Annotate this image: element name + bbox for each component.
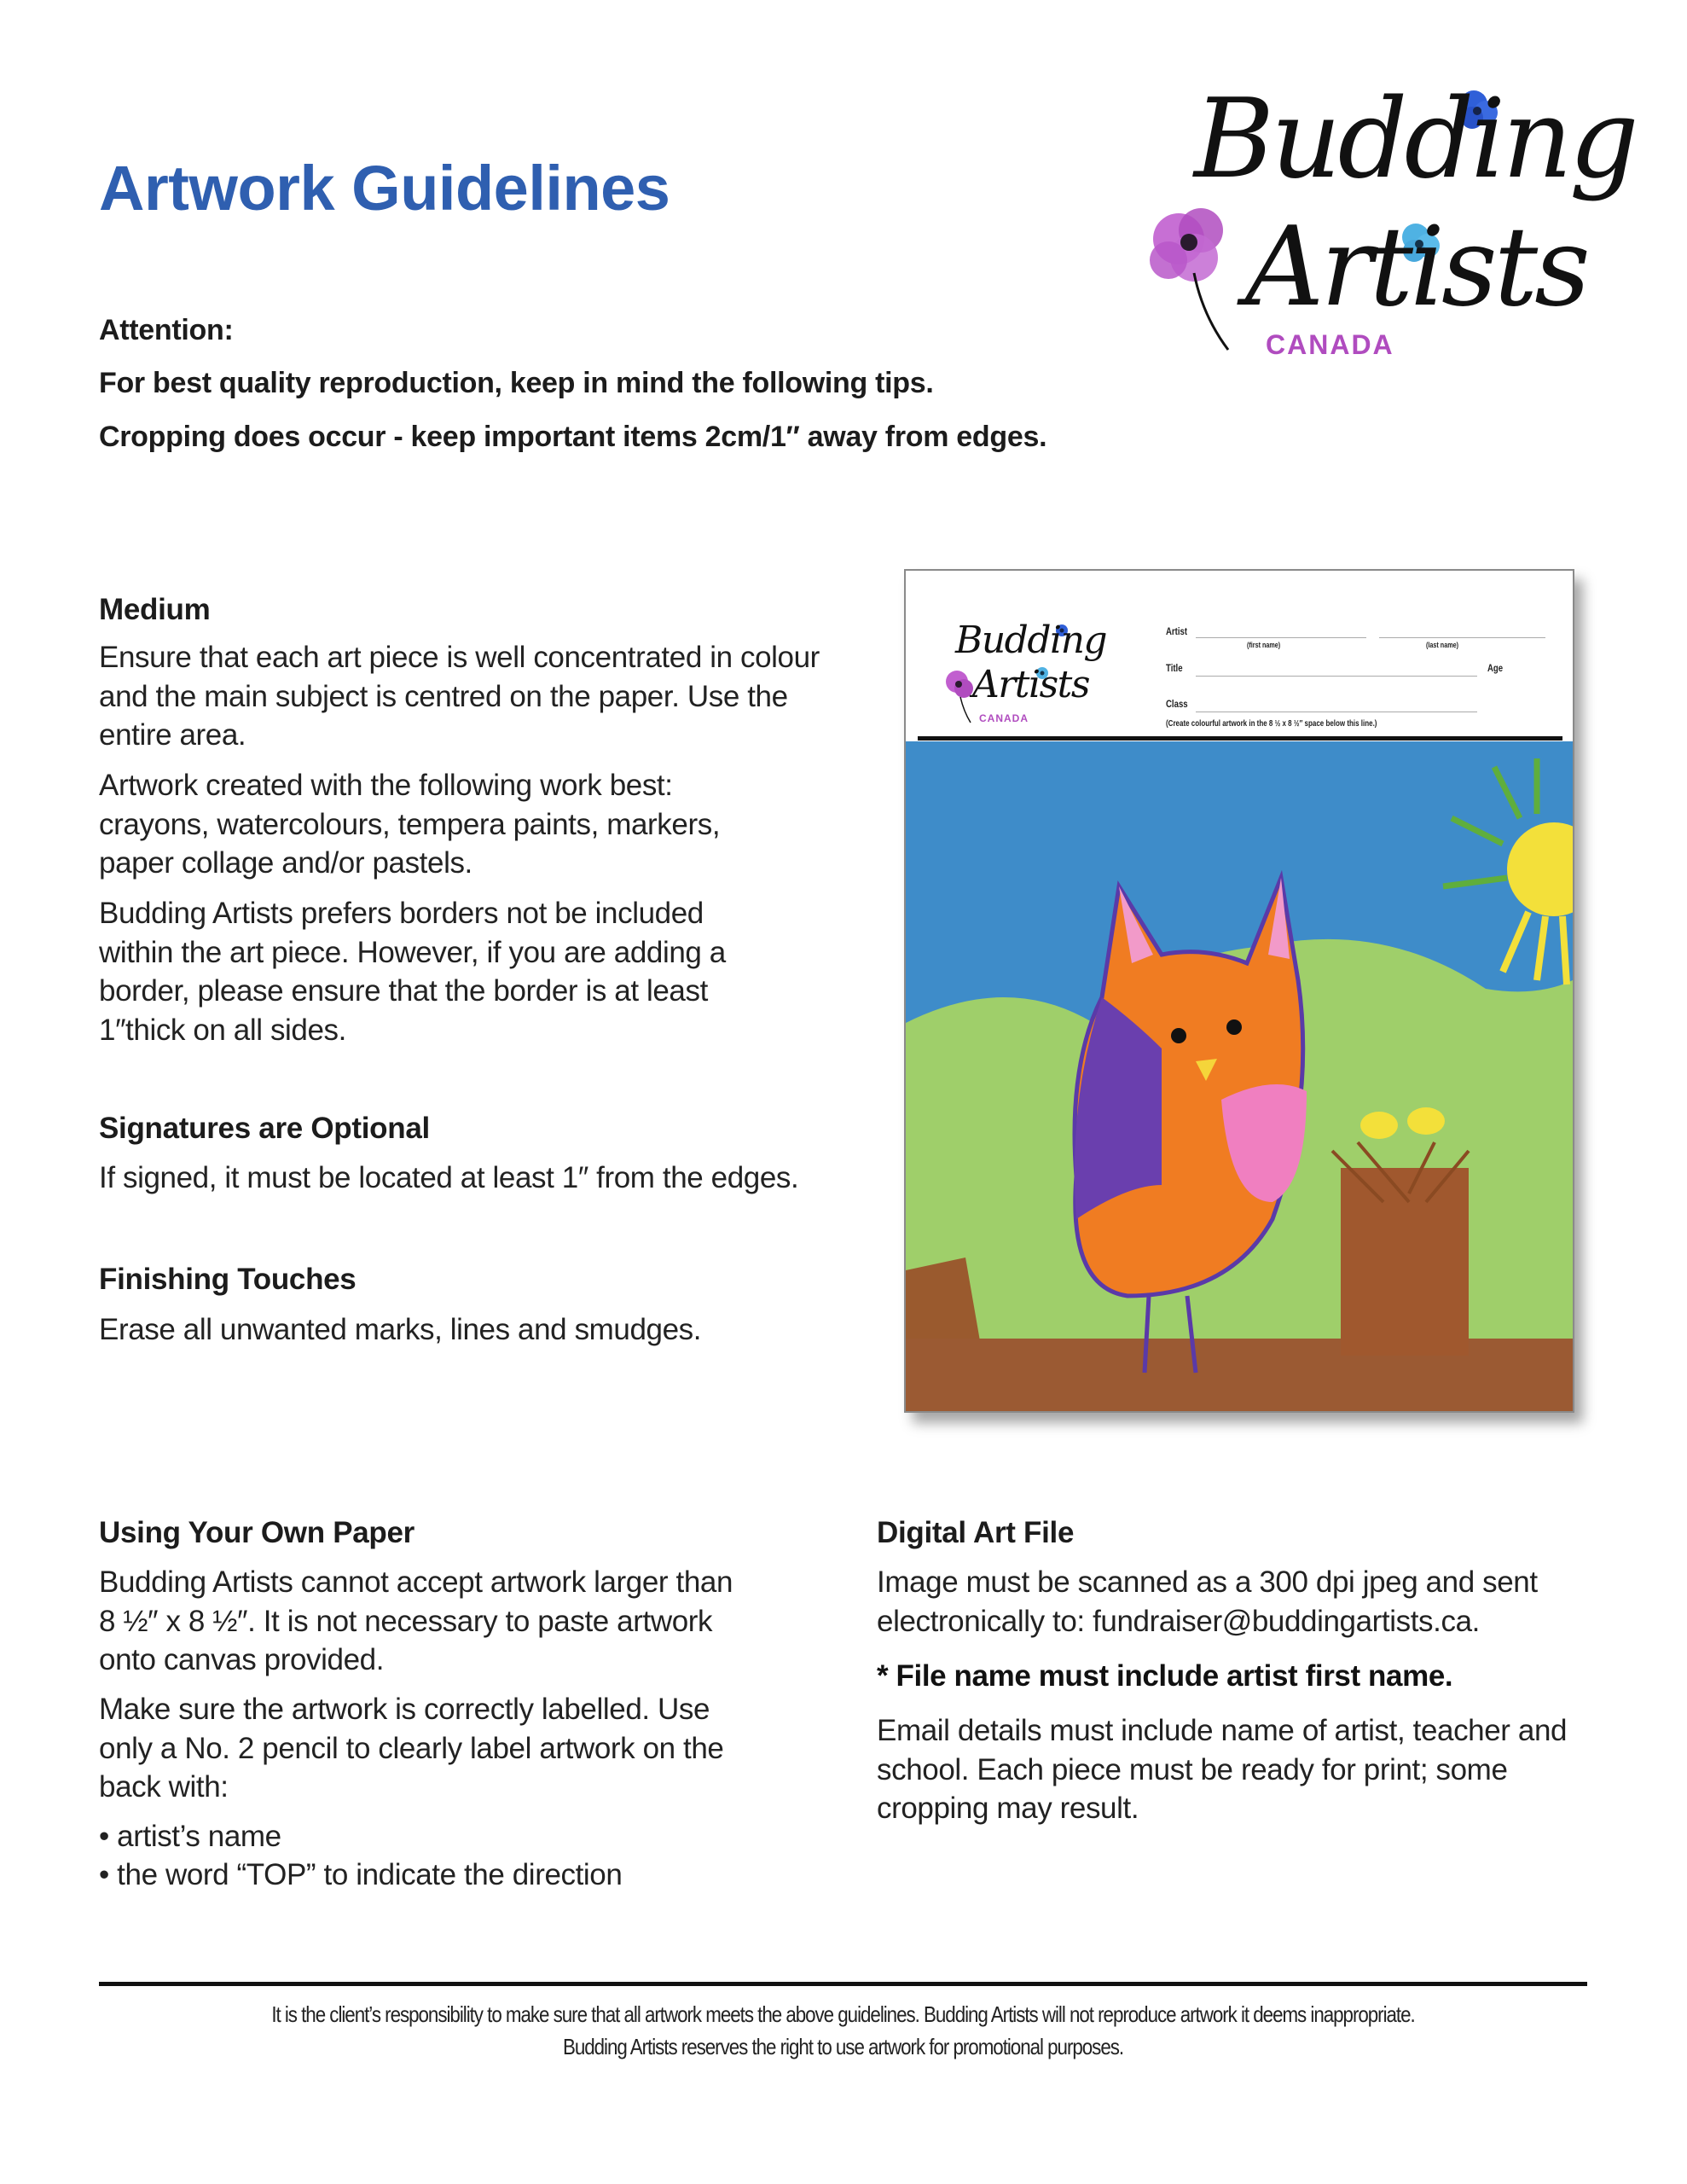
sheet-logo-artists: Artists [972,663,1089,706]
own-paper-heading: Using Your Own Paper [99,1516,415,1549]
logo-country: CANADA [1266,329,1394,360]
medium-paragraph-2: Artwork created with the following work best: crayons, watercolours, tempera paints, markers, paper collage and/or pastels. [99,769,721,880]
sheet-logo-budding: Budding [955,619,1107,662]
sheet-age-label: Age [1487,662,1504,674]
own-paper-bullet-top: • the word “TOP” to indicate the direction [99,1858,623,1891]
sheet-title-label: Title [1166,662,1183,674]
logo-word-budding: Budding [1194,76,1636,203]
sheet-last-name-line [1379,637,1545,638]
sheet-last-name-caption: (last name) [1426,641,1459,649]
own-paper-paragraph-1: Budding Artists cannot accept artwork larger than 8 ½″ x 8 ½″. It is not necessary to paste artwork onto canvas provided. [99,1565,733,1676]
medium-paragraph-1: Ensure that each art piece is well concentrated in colour and the main subject is centred on the paper. Use the entire area. [99,641,820,752]
finishing-paragraph: Erase all unwanted marks, lines and smudges. [99,1313,702,1346]
sample-artwork-sheet [904,569,1574,1413]
sheet-instruction: (Create colourful artwork in the 8 ½ x 8 ½″ space below this line.) [1166,719,1377,729]
digital-paragraph-2: Email details must include name of artist, teacher and school. Each piece must be ready for print; some cropping may result. [877,1714,1568,1825]
page-title: Artwork Guidelines [99,153,670,224]
sheet-first-name-caption: (first name) [1247,641,1281,649]
purple-flower-icon [1150,208,1228,350]
child-owl-drawing [906,741,1573,1411]
medium-heading: Medium [99,593,211,626]
logo-word-artists: Artists [1245,204,1587,331]
sheet-title-line [1196,676,1477,677]
attention-label: Attention: [99,314,234,346]
drawing-ground [906,1339,1573,1411]
intro-line-cropping: Cropping does occur - keep important items 2cm/1″ away from edges. [99,421,1047,453]
digital-filename-note: * File name must include artist first name. [877,1659,1453,1693]
digital-paragraph-1: Image must be scanned as a 300 dpi jpeg and sent electronically to: fundraiser@buddingartists.ca. [877,1565,1538,1638]
signatures-paragraph: If signed, it must be located at least 1″ from the edges. [99,1161,799,1194]
footer-divider [99,1982,1587,1986]
sheet-class-label: Class [1166,698,1188,710]
intro-line-quality: For best quality reproduction, keep in mind the following tips. [99,367,934,399]
footer-disclaimer: It is the client’s responsibility to make sure that all artwork meets the above guidelines. Budding Artists will not reproduce artwork it deems inappropriate. [271,2001,1415,2027]
budding-artists-logo [1134,68,1636,367]
sheet-artist-label: Artist [1166,625,1188,637]
sheet-divider [918,736,1562,741]
finishing-heading: Finishing Touches [99,1263,357,1296]
footer-promotional-note: Budding Artists reserves the right to use artwork for promotional purposes. [562,2034,1124,2059]
own-paper-bullet-name: • artist’s name [99,1820,281,1853]
medium-paragraph-3: Budding Artists prefers borders not be included within the art piece. However, if you are adding a border, please ensure that the border is at least 1″thick on all sides. [99,897,726,1047]
digital-heading: Digital Art File [877,1516,1075,1549]
signatures-heading: Signatures are Optional [99,1112,430,1145]
sheet-logo-country: CANADA [979,712,1029,724]
own-paper-paragraph-2: Make sure the artwork is correctly labelled. Use only a No. 2 pencil to clearly label artwork on the back with: [99,1693,724,1804]
sheet-first-name-line [1196,637,1366,638]
